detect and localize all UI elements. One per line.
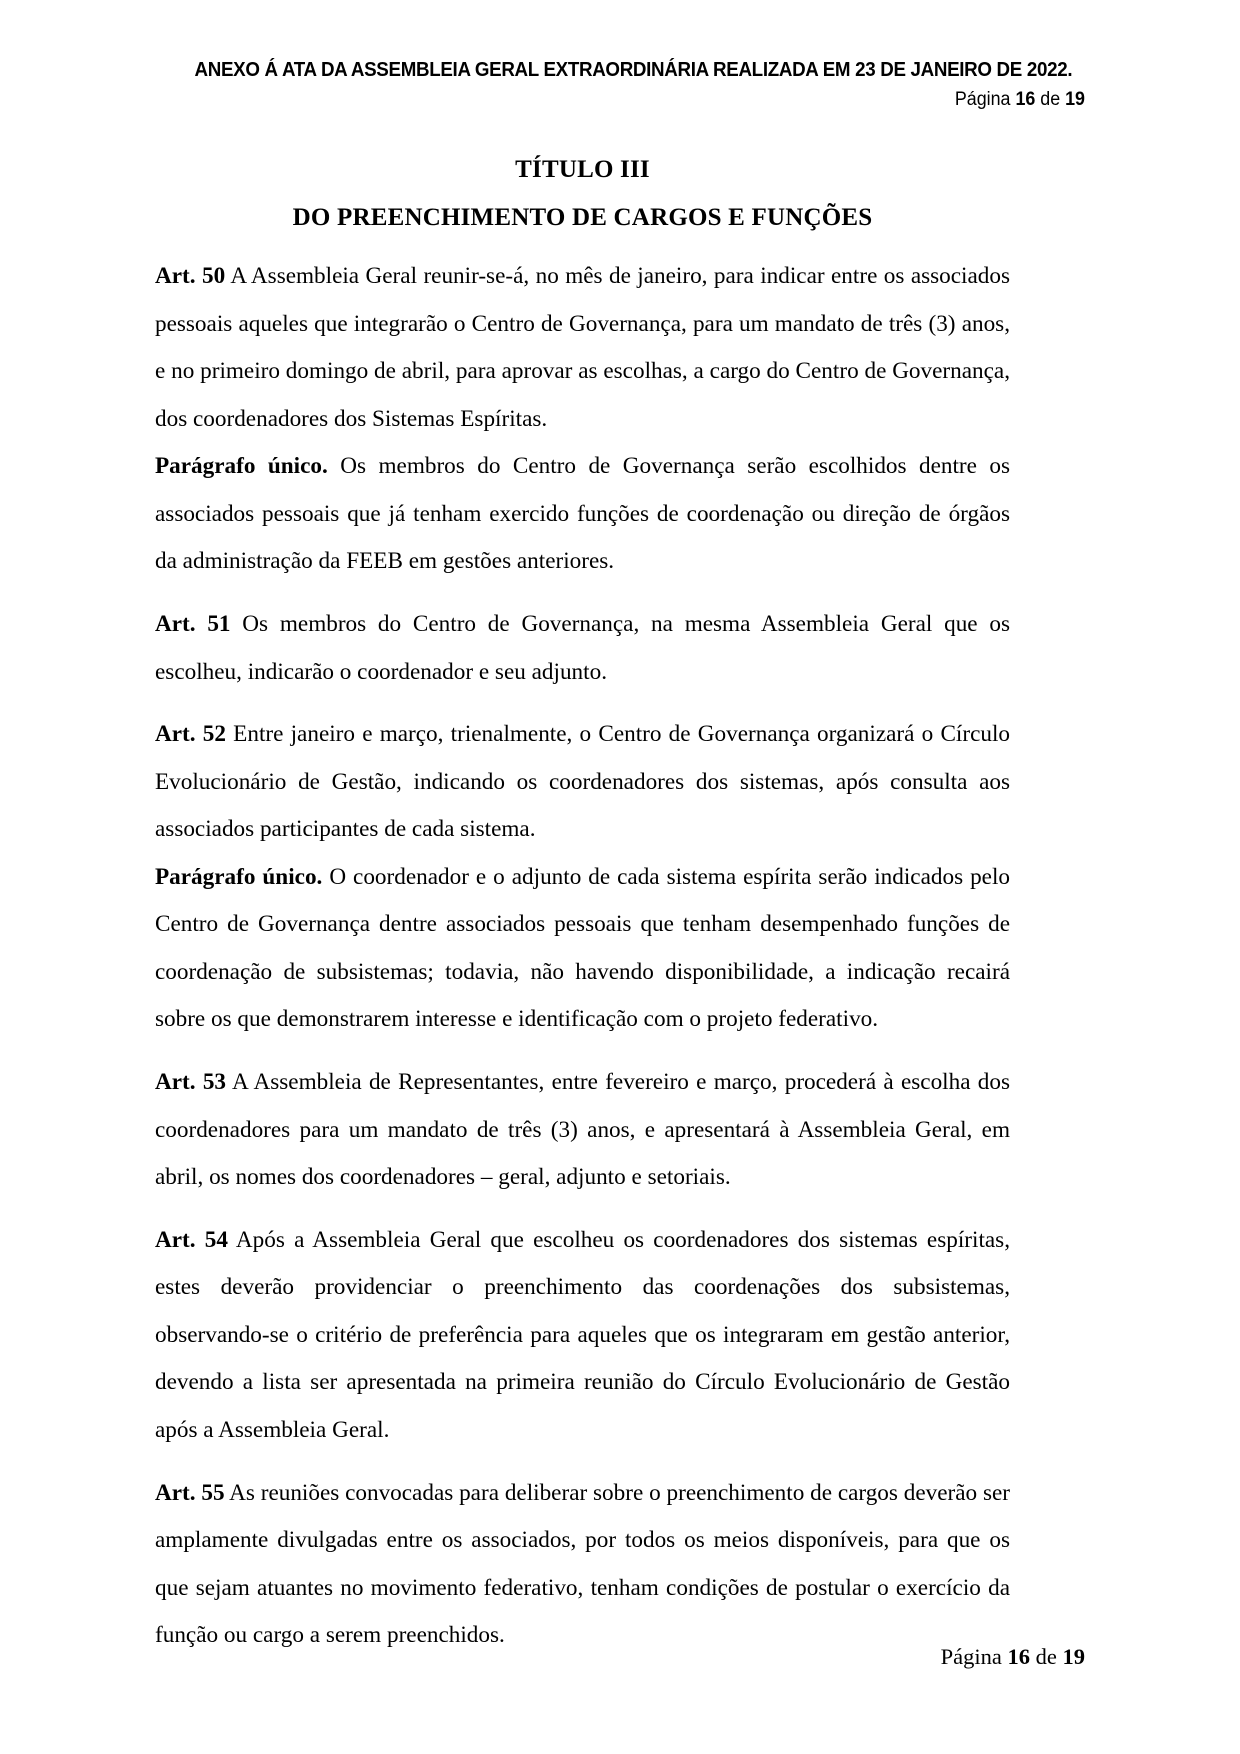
header-page-indicator <box>211 89 1085 112</box>
footer-page-current: 16 <box>1007 1644 1030 1669</box>
article-text-art-53: A Assembleia de Representantes, entre fevereiro e março, procederá à escolha dos coordenadores para um mandato de três (3) anos, e apresentará à Assembleia Geral, em abril, os nomes dos coordenadores – geral, adjunto e setoriais. <box>155 1069 1010 1191</box>
article-lead-art-51: Art. 51 <box>155 610 231 637</box>
article-paragraph-art-50 <box>155 253 1010 443</box>
article-text-art-55: As reuniões convocadas para deliberar sobre o preenchimento de cargos deverão ser amplamente divulgadas entre os associados, por todos os meios disponíveis, para que os que sejam atuantes no movimento federativo, tenham condições de postular o exercício da função ou cargo a serem preenchidos. <box>155 1479 1010 1649</box>
article-text-art-52-paragrafo-unico: O coordenador e o adjunto de cada sistema espírita serão indicados pelo Centro de Governança dentre associados pessoais que tenham desempenhado funções de coordenação de subsistemas; todavia, não havendo disponibilidade, a indicação recairá sobre os que demonstrarem interesse e identificação com o projeto federativo. <box>155 863 1010 1033</box>
header-title: ANEXO Á ATA DA ASSEMBLEIA GERAL EXTRAORDINÁRIA REALIZADA EM 23 DE JANEIRO DE 2022. <box>194 58 1073 81</box>
footer-page-separator: de <box>1035 1644 1057 1669</box>
article-paragraph-art-54 <box>155 1217 1010 1455</box>
footer-page-label: Página <box>940 1644 1002 1669</box>
header-page-total: 19 <box>1065 89 1085 111</box>
article-paragraph-art-55 <box>155 1470 1010 1660</box>
article-paragraph-art-50-paragrafo-unico <box>155 443 1010 586</box>
article-lead-art-54: Art. 54 <box>155 1226 228 1253</box>
article-text-art-51: Os membros do Centro de Governança, na mesma Assembleia Geral que os escolheu, indicarão o coordenador e seu adjunto. <box>155 610 1011 685</box>
header-page-separator: de <box>1040 89 1061 111</box>
article-text-art-50-paragrafo-unico: Os membros do Centro de Governança serão escolhidos dentre os associados pessoais que já tenham exercido funções de coordenação ou direção de órgãos da administração da FEEB em gestões anteriores. <box>155 453 1010 575</box>
article-paragraph-art-51 <box>155 601 1010 696</box>
section-title-main: TÍTULO III <box>515 156 650 183</box>
article-lead-art-50-paragrafo-unico: Parágrafo único. <box>155 453 328 480</box>
running-header <box>155 58 1085 112</box>
header-page-label: Página <box>954 89 1011 111</box>
footer-page-total: 19 <box>1062 1644 1085 1669</box>
header-page-current: 16 <box>1015 89 1036 111</box>
running-footer <box>155 1643 1085 1670</box>
article-text-art-54: Após a Assembleia Geral que escolheu os coordenadores dos sistemas espíritas, estes deverão providenciar o preenchimento das coordenações dos subsistemas, observando-se o critério de preferência para aqueles que os integraram em gestão anterior, devendo a lista ser apresentada na primeira reunião do Círculo Evolucionário de Gestão após a Assembleia Geral. <box>155 1226 1010 1443</box>
section-title-sub: DO PREENCHIMENTO DE CARGOS E FUNÇÕES <box>292 203 873 231</box>
article-text-art-50: A Assembleia Geral reunir-se-á, no mês de janeiro, para indicar entre os associados pessoais aqueles que integrarão o Centro de Governança, para um mandato de três (3) anos, e no primeiro domingo de abril, para aprovar as escolhas, a cargo do Centro de Governança, dos coordenadores dos Sistemas Espíritas. <box>155 263 1010 432</box>
article-text-art-52: Entre janeiro e março, trienalmente, o Centro de Governança organizará o Círculo Evolucionário de Gestão, indicando os coordenadores dos sistemas, após consulta aos associados participantes de cada sistema. <box>155 721 1010 843</box>
article-lead-art-52: Art. 52 <box>155 721 226 748</box>
document-body <box>155 150 1010 1660</box>
article-lead-art-50: Art. 50 <box>155 263 226 289</box>
article-lead-art-53: Art. 53 <box>155 1069 227 1095</box>
article-paragraph-art-52-paragrafo-unico <box>155 854 1010 1044</box>
article-lead-art-52-paragrafo-unico: Parágrafo único. <box>155 863 323 890</box>
article-lead-art-55: Art. 55 <box>155 1479 225 1506</box>
article-paragraph-art-53 <box>155 1059 1010 1202</box>
article-paragraph-art-52 <box>155 711 1010 854</box>
